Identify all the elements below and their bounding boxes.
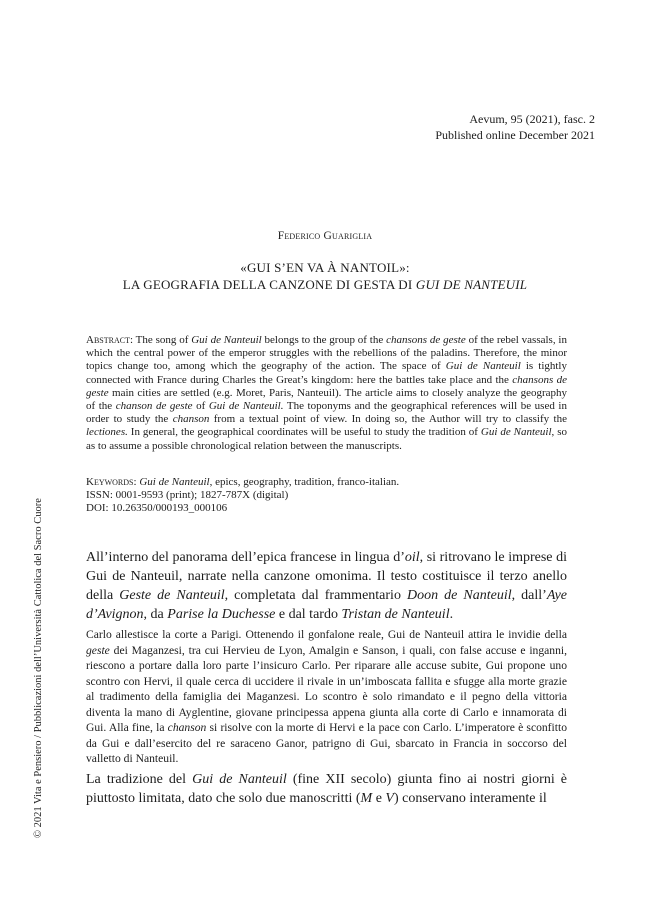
paragraph-text: si risolve con la morte di Hervi e la pace con Carlo. L’imperatore è sconfitto da Gui e dall’esercito del re saraceno Ganor, patrigno di Gui, sbarcato in Francia in soccorso del valletto di Nanteuil.	[86, 721, 568, 765]
paragraph-italic: Parise la Duchesse	[167, 607, 276, 622]
abstract-italic: chansons de geste	[86, 373, 567, 399]
journal-info	[435, 111, 595, 143]
abstract-text: from a textual point of view. In doing so, the Author will try to classify the	[209, 413, 567, 426]
abstract-italic: Gui de Nanteuil	[480, 426, 552, 439]
abstract-italic: Gui de Nanteuil	[445, 360, 521, 373]
article-metadata	[86, 476, 567, 516]
abstract-italic: chanson	[172, 413, 210, 426]
paragraph-italic: oil	[404, 550, 420, 565]
title-line-2	[0, 276, 650, 293]
paragraph-italic: geste	[86, 643, 110, 657]
paragraph-italic: Gui de Nanteuil	[192, 772, 287, 787]
abstract-italic: chansons de geste	[386, 334, 466, 346]
title-line-1: «GUI S’EN VA À NANTOIL»:	[240, 260, 410, 275]
abstract-text: , so as to assume a possible chronological relation between the manuscripts.	[86, 426, 568, 452]
body-paragraph-1	[86, 548, 567, 624]
paragraph-text: , dall’	[511, 588, 547, 603]
paragraph-text: e	[372, 791, 386, 806]
abstract-text: of	[192, 400, 209, 413]
paragraph-text: dei Maganzesi, tra cui Hervieu de Lyon, Amalgin e Sanson, i quali, con false accuse e inganni, riescono a portare dalla loro parte l’insicuro Carlo. Per riparare alle accuse subite, Gui propone uno scontro con Hervi, il quale cerca di uccidere il rivale in un’imboscata fallita e sfugge alla morte grazie al tradimento della famiglia dei Maganzesi. Lo scontro è solo rimandato e il pegno della vittoria diventa la mano di Ayglentine, giovane principessa appena giunta alla corte di Carlo e innamorata di Gui. Alla fine, la	[86, 643, 567, 734]
paragraph-text: , si ritrovano le imprese di Gui de Nanteuil, narrate nella canzone omonima. Il testo costituisce il terzo anello della	[86, 550, 567, 603]
paragraph-text: e dal tardo	[275, 607, 342, 622]
publication-date: Published online December 2021	[435, 128, 595, 142]
article-title	[0, 259, 650, 293]
abstract-text: is tightly connected with France during Charles the Great’s kingdom: here the battles take place and the	[86, 360, 567, 386]
paragraph-text: (fine XII secolo) giunta fino ai nostri giorni è piuttosto limitata, dato che solo due manoscritti (	[86, 772, 568, 806]
abstract-text: of the rebel vassals, in which the central power of the emperor struggles with the rebellions of the paladins. Therefore, the minor topics change too, among which the geography of the action. The space of	[86, 334, 567, 373]
paragraph-text: , completata dal frammentario	[224, 588, 407, 603]
abstract-text: The toponyms and the geographical references will be used in order to study the	[86, 400, 567, 426]
abstract-text: In general, the geographical coordinates will be useful to study the tradition of	[127, 426, 481, 439]
title-line-2-text: LA GEOGRAFIA DELLA CANZONE DI GESTA DI	[122, 277, 416, 292]
body-paragraph-2	[86, 627, 567, 767]
keywords-italic: Gui de Nanteuil	[139, 476, 210, 488]
paragraph-italic: M	[360, 791, 373, 806]
paragraph-text: , da	[143, 607, 168, 622]
abstract	[86, 334, 567, 453]
abstract-italic: lectiones.	[86, 426, 128, 439]
paragraph-text: All’interno del panorama dell’epica francese in lingua d’	[86, 550, 405, 565]
paragraph-italic: Geste de Nanteuil	[119, 588, 225, 603]
paragraph-italic: Doon de Nanteuil	[406, 588, 512, 603]
abstract-italic: chanson de geste	[115, 400, 193, 413]
abstract-label: Abstract	[86, 334, 130, 346]
abstract-text: : The song of	[129, 334, 192, 346]
author-name: Federico Guariglia	[277, 230, 373, 242]
abstract-italic: Gui de Nanteuil.	[208, 400, 284, 413]
paragraph-italic: chanson	[167, 721, 207, 734]
abstract-text: main cities are settled (e.g. Moret, Paris, Nanteuil). The article aims to closely analyze the geography of the	[86, 386, 567, 413]
paragraph-text: La tradizione del	[86, 772, 193, 787]
paragraph-italic: V	[385, 791, 394, 806]
copyright-notice: © 2021 Vita e Pensiero / Pubblicazioni dell’Università Cattolica del Sacro Cuore	[33, 498, 44, 838]
paragraph-italic: Tristan de Nanteuil	[341, 607, 450, 622]
keywords-separator: :	[133, 476, 140, 488]
keywords-label: Keywords	[86, 476, 134, 488]
issn: ISSN: 0001-9593 (print); 1827-787X (digital)	[86, 489, 289, 502]
abstract-italic: Gui de Nanteuil	[191, 334, 262, 346]
journal-citation: Aevum, 95 (2021), fasc. 2	[469, 112, 595, 126]
paragraph-text: ) conservano interamente il	[393, 791, 547, 806]
doi: DOI: 10.26350/000193_000106	[86, 502, 228, 515]
keywords-text: , epics, geography, tradition, franco-italian.	[209, 476, 400, 488]
title-line-2-italic: GUI DE NANTEUIL	[415, 277, 528, 292]
paragraph-italic: Aye d’Avignon	[86, 588, 568, 622]
paragraph-text: .	[449, 607, 454, 622]
body-paragraph-3	[86, 770, 567, 808]
keywords	[86, 476, 567, 489]
abstract-text: belongs to the group of the	[261, 334, 387, 346]
paragraph-text: Carlo allestisce la corte a Parigi. Ottenendo il gonfalone reale, Gui de Nanteuil attira le invidie della	[86, 628, 567, 641]
